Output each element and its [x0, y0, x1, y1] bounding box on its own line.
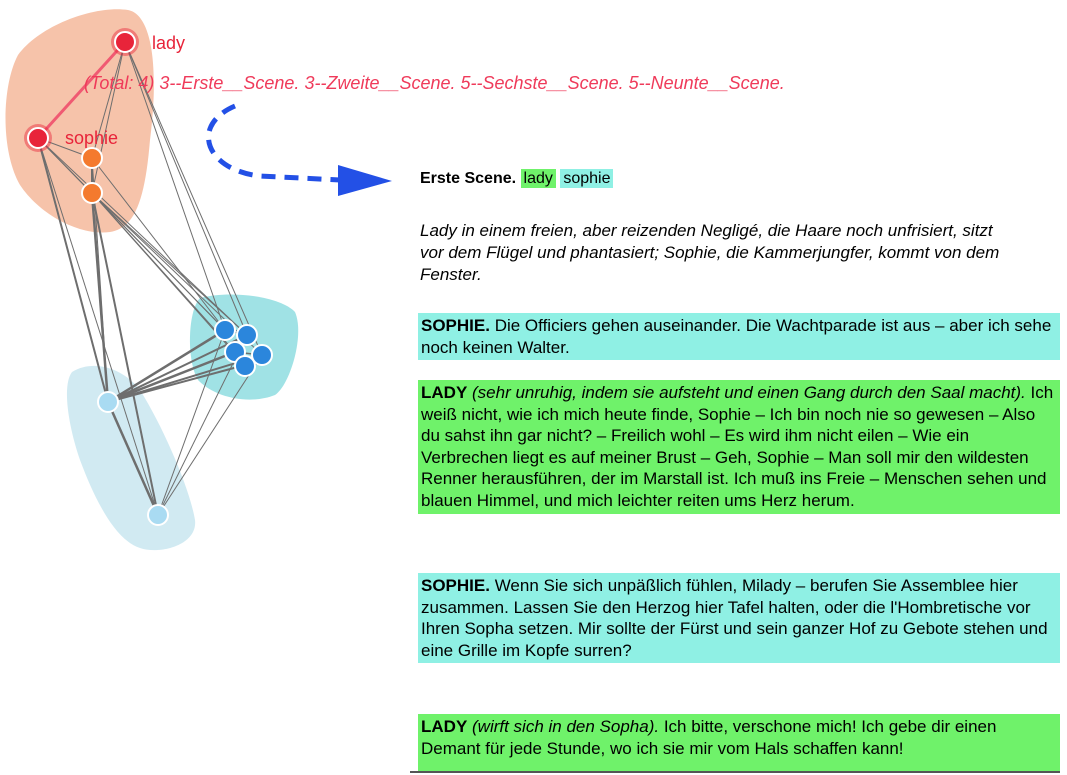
speech-text: Ich bitte, verschone mich! Ich gebe dir einen Demant für jede Stunde, wo ich sie mir vom Hals schaffen kann! [421, 717, 997, 758]
speech-block[interactable] [418, 714, 1060, 771]
character-tag-lady[interactable]: lady [521, 169, 556, 188]
character-tag-sophie[interactable]: sophie [560, 169, 613, 188]
speaker-name: SOPHIE. [421, 316, 490, 335]
orange-character-node[interactable] [82, 148, 102, 168]
lady-node[interactable] [111, 28, 139, 56]
blue-character-node[interactable] [235, 356, 255, 376]
blue-character-node[interactable] [215, 320, 235, 340]
lady-node-label: lady [152, 33, 186, 53]
speech-block[interactable] [418, 573, 1060, 663]
link-arrow [209, 106, 340, 180]
scene-title: Erste Scene. [420, 170, 517, 187]
pair-scene-summary: (Total: 4) 3--Erste__Scene. 3--Zweite__Scene. 5--Sechste__Scene. 5--Neunte__Scene. [84, 73, 785, 93]
sophie-node-label: sophie [65, 128, 119, 148]
blue-character-node[interactable] [237, 325, 257, 345]
lightblue-character-node[interactable] [98, 392, 118, 412]
speech-block[interactable] [418, 313, 1060, 360]
speaker-name: LADY [421, 383, 468, 402]
scroll-boundary-line [410, 771, 1060, 773]
lightblue-character-node[interactable] [148, 505, 168, 525]
orange-character-node[interactable] [82, 183, 102, 203]
speech-text: Ich weiß nicht, wie ich mich heute finde, Sophie – Ich bin noch nie so gewesen – Also du sahst ihn gar nicht? – Freilich wohl – Es wird ihm nicht eilen – Wie ein Verbrechen liegt es auf meiner Brust – Geh, Sophie – Man soll mir den wildesten Renner herausführen, der im Marstall ist. Ich muß ins Freie – Menschen sehen und blauen Himmel, und mich leichter reiten ums Herz herum. [421, 383, 1054, 510]
speaker-name: LADY [421, 717, 468, 736]
speaker-name: SOPHIE. [421, 576, 490, 595]
speech-text: Die Officiers gehen auseinander. Die Wachtparade ist aus – aber ich sehe noch keinen Walter. [421, 316, 1052, 357]
scene-header [420, 170, 613, 188]
stage-direction: Lady in einem freien, aber reizenden Negligé, die Haare noch unfrisiert, sitzt vor dem Flügel und phantasiert; Sophie, die Kammerjungfer, kommt von dem Fenster. [420, 221, 1000, 284]
speech-text: Wenn Sie sich unpäßlich fühlen, Milady – berufen Sie Assemblee hier zusammen. Lassen Sie den Herzog hier Tafel halten, oder die l'Hombretische vor Ihren Sopha setzen. Mir sollte der Fürst und sein ganzer Hof zu Gebote stehen und eine Grille im Kopfe surren? [421, 576, 1048, 660]
speech-direction: (wirft sich in den Sopha). [467, 717, 660, 736]
arrow-head-icon [338, 165, 392, 196]
sophie-node[interactable] [24, 124, 52, 152]
speech-block[interactable] [418, 380, 1060, 514]
speech-direction: (sehr unruhig, indem sie aufsteht und einen Gang durch den Saal macht). [467, 383, 1026, 402]
